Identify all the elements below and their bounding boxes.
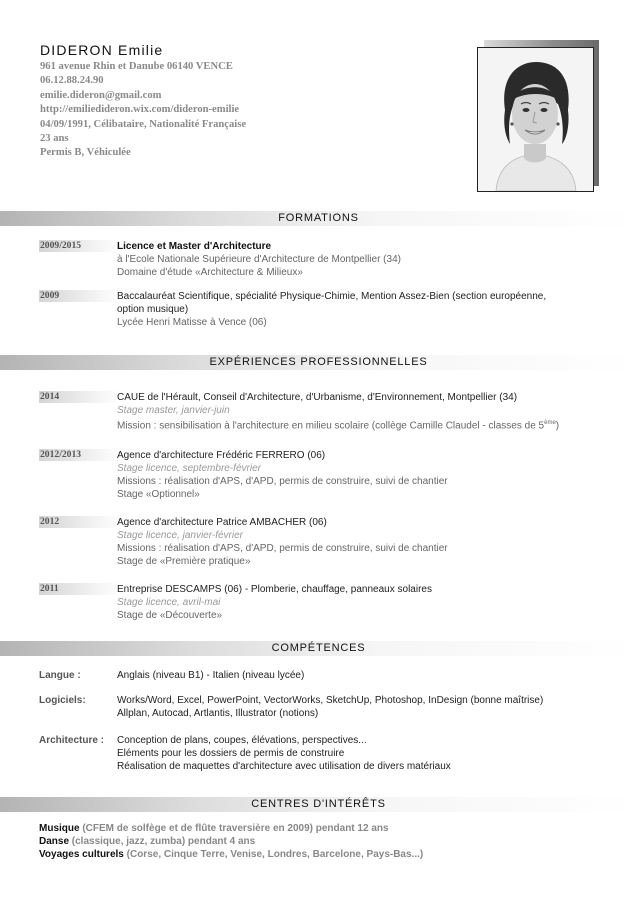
skill-entry — [117, 694, 607, 720]
formation-year: 2009 — [39, 290, 120, 302]
skill-entry — [117, 669, 607, 682]
interest-item — [39, 822, 389, 835]
skill-label: Architecture : — [39, 735, 105, 746]
experience-period: Stage licence, avril-mai — [117, 597, 221, 608]
experience-entry — [117, 391, 607, 432]
formation-line: Lycée Henri Matisse à Vence (06) — [117, 317, 267, 328]
mission-tail: ) — [555, 420, 560, 432]
experience-line — [117, 417, 607, 432]
formation-entry — [117, 240, 607, 279]
profile-photo — [477, 47, 594, 192]
experience-line: Missions : réalisation d'APS, d'APD, permis de construire, suivi de chantier — [117, 543, 448, 554]
address: 961 avenue Rhin et Danube 06140 VENCE — [40, 61, 233, 72]
skill-line: Works/Word, Excel, PowerPoint, VectorWorks, SketchUp, Photoshop, InDesign (bonne maîtrise) — [117, 695, 544, 706]
age: 23 ans — [40, 133, 69, 145]
experience-entry — [117, 449, 607, 501]
contact-block — [40, 60, 246, 161]
email: emilie.dideron@gmail.com — [40, 89, 162, 101]
website-link[interactable]: http://emiliedideron.wix.com/dideron-emilie — [40, 104, 240, 116]
section-competences — [0, 641, 637, 656]
skill-line: Eléments pour les dossiers de permis de construire — [117, 748, 345, 759]
superscript: ème — [544, 420, 556, 426]
section-title: EXPÉRIENCES PROFESSIONNELLES — [209, 356, 428, 368]
interest-value: (CFEM de solfège et de flûte traversière en 2009) pendant 12 ans — [79, 823, 389, 834]
experience-title: Agence d'architecture Patrice AMBACHER (06) — [117, 517, 327, 528]
skill-label: Logiciels: — [39, 695, 86, 706]
experience-period: Stage licence, septembre-février — [117, 463, 261, 474]
experience-title: Entreprise DESCAMPS (06) - Plomberie, chauffage, panneaux solaires — [117, 584, 432, 595]
experience-year: 2012/2013 — [39, 449, 120, 461]
interest-value: (Corse, Cinque Terre, Venise, Londres, Barcelone, Pays-Bas...) — [123, 849, 424, 860]
interest-key: Voyages culturels — [39, 849, 124, 860]
skill-label: Langue : — [39, 670, 81, 681]
experience-title: CAUE de l'Hérault, Conseil d'Architecture, d'Urbanisme, d'Environnement, Montpellier (34) — [117, 392, 518, 403]
section-interets — [0, 797, 637, 812]
experience-period: Stage master, janvier-juin — [117, 405, 230, 416]
skill-line: Anglais (niveau B1) - Italien (niveau lycée) — [117, 670, 305, 681]
experience-line: Missions : réalisation d'APS, d'APD, permis de construire, suivi de chantier — [117, 476, 448, 487]
interest-key: Musique — [39, 823, 80, 834]
birth-info: 04/09/1991, Célibataire, Nationalité Française — [40, 118, 247, 130]
driving-license: Permis B, Véhiculée — [40, 147, 131, 159]
candidate-name: DIDERON Emilie — [40, 42, 164, 58]
interest-item — [39, 835, 255, 848]
skill-line: Conception de plans, coupes, élévations, perspectives... — [117, 735, 367, 746]
interest-item — [39, 848, 423, 861]
section-experiences — [0, 355, 637, 370]
interest-key: Danse — [39, 836, 70, 847]
formation-line: à l'Ecole Nationale Supérieure d'Architecture de Montpellier (34) — [117, 254, 401, 265]
experience-line: Stage de «Découverte» — [117, 610, 223, 621]
formation-line: Domaine d'étude «Architecture & Milieux» — [117, 267, 303, 278]
experience-line: Stage de «Première pratique» — [117, 556, 251, 567]
experience-title: Agence d'architecture Frédéric FERRERO (06) — [117, 450, 326, 461]
experience-year: 2011 — [39, 583, 120, 595]
skill-line: Réalisation de maquettes d'architecture avec utilisation de divers matériaux — [117, 761, 451, 772]
formation-year: 2009/2015 — [39, 240, 120, 252]
formation-title: Licence et Master d'Architecture — [117, 241, 272, 252]
experience-year: 2012 — [39, 516, 120, 528]
skill-line: Allplan, Autocad, Artlantis, Illustrator (notions) — [117, 708, 319, 719]
formation-title: Baccalauréat Scientifique, spécialité Physique-Chimie, Mention Assez-Bien (section européenne, — [117, 291, 547, 302]
formation-title-cont: option musique) — [117, 304, 189, 315]
experience-period: Stage licence, janvier-février — [117, 530, 243, 541]
interest-value: (classique, jazz, zumba) pendant 4 ans — [69, 836, 256, 847]
section-formations — [0, 211, 637, 226]
experience-entry — [117, 516, 607, 568]
phone: 06.12.88.24.90 — [40, 75, 104, 87]
experience-line: Stage «Optionnel» — [117, 489, 200, 500]
section-title: CENTRES D'INTÉRÊTS — [251, 798, 386, 810]
section-title: COMPÉTENCES — [271, 642, 366, 654]
experience-year: 2014 — [39, 391, 120, 403]
mission-text: Mission : sensibilisation à l'architecture en milieu scolaire (collège Camille Claudel - classes de 5 — [117, 420, 545, 432]
skill-entry — [117, 734, 607, 773]
formation-entry — [117, 290, 607, 329]
section-title: FORMATIONS — [278, 212, 359, 224]
experience-entry — [117, 583, 607, 622]
